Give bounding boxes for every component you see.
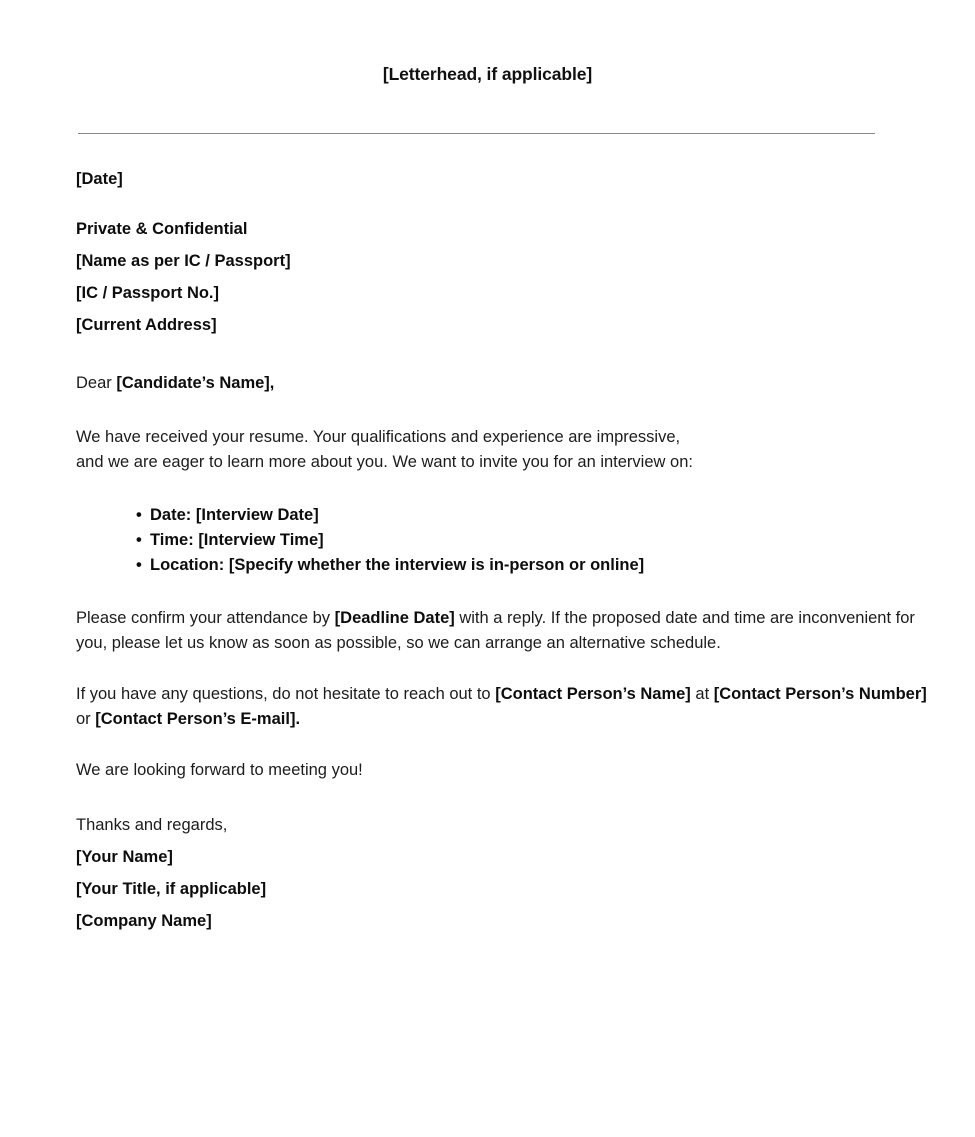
contact-paragraph — [76, 682, 932, 732]
your-name-placeholder: [Your Name] — [76, 848, 173, 866]
spacer-after-date — [76, 195, 932, 213]
spacer-after-contact — [76, 732, 932, 758]
header-divider — [78, 133, 875, 134]
detail-label: Time: — [150, 531, 194, 549]
intro-line-1: We have received your resume. Your qualifications and experience are impressive, — [76, 428, 681, 446]
spacer-before-signoff — [76, 783, 932, 809]
candidate-name-placeholder: [Candidate’s Name] — [116, 374, 270, 392]
spacer-after-confirm — [76, 656, 932, 682]
salutation-comma: , — [269, 374, 275, 392]
list-item — [76, 553, 932, 578]
recipient-name-placeholder: [Name as per IC / Passport] — [76, 252, 291, 270]
contact-name-placeholder: [Contact Person’s Name] — [495, 685, 691, 703]
list-item — [76, 528, 932, 553]
interview-details-list — [76, 503, 932, 578]
contact-number-placeholder: [Contact Person’s Number] — [713, 685, 927, 703]
recipient-id-placeholder: [IC / Passport No.] — [76, 284, 220, 302]
your-title-placeholder: [Your Title, if applicable] — [76, 880, 267, 898]
signoff-line: Thanks and regards, — [76, 816, 228, 834]
detail-value: [Interview Date] — [195, 506, 319, 524]
confirm-text-after: with a reply. If the proposed date and time are inconvenient for you, please let us know as soon as possible, so we can arrange an alternative schedule. — [76, 609, 915, 652]
confirm-text-before: Please confirm your attendance by — [76, 609, 335, 627]
spacer-before-bullets — [76, 475, 932, 503]
contact-text-after: . — [295, 710, 301, 728]
list-item — [76, 503, 932, 528]
deadline-date-placeholder: [Deadline Date] — [334, 609, 455, 627]
contact-email-placeholder: [Contact Person’s E-mail] — [95, 710, 296, 728]
contact-text-before: If you have any questions, do not hesitate to reach out to — [76, 685, 496, 703]
date-placeholder: [Date] — [76, 170, 123, 188]
intro-line-2: and we are eager to learn more about you. We want to invite you for an interview on: — [76, 453, 693, 471]
detail-value: [Specify whether the interview is in-person or online] — [228, 556, 645, 574]
detail-label: Location: — [150, 556, 225, 574]
contact-text-mid-2: or — [76, 710, 96, 728]
closing-line: We are looking forward to meeting you! — [76, 761, 363, 779]
spacer-after-bullets — [76, 578, 932, 606]
letter-body — [76, 163, 932, 937]
intro-paragraph — [76, 425, 932, 475]
confidential-label: Private & Confidential — [76, 220, 248, 238]
salutation-greeting: Dear — [76, 374, 117, 392]
letterhead-placeholder: [Letterhead, if applicable] — [382, 64, 593, 84]
detail-label: Date: — [150, 506, 192, 524]
company-name-placeholder: [Company Name] — [76, 912, 212, 930]
recipient-address-placeholder: [Current Address] — [76, 316, 217, 334]
contact-text-mid-1: at — [690, 685, 714, 703]
salutation — [76, 367, 932, 399]
confirm-paragraph — [76, 606, 932, 656]
spacer-after-salutation — [76, 399, 932, 425]
spacer-after-address — [76, 341, 932, 367]
detail-value: [Interview Time] — [198, 531, 324, 549]
